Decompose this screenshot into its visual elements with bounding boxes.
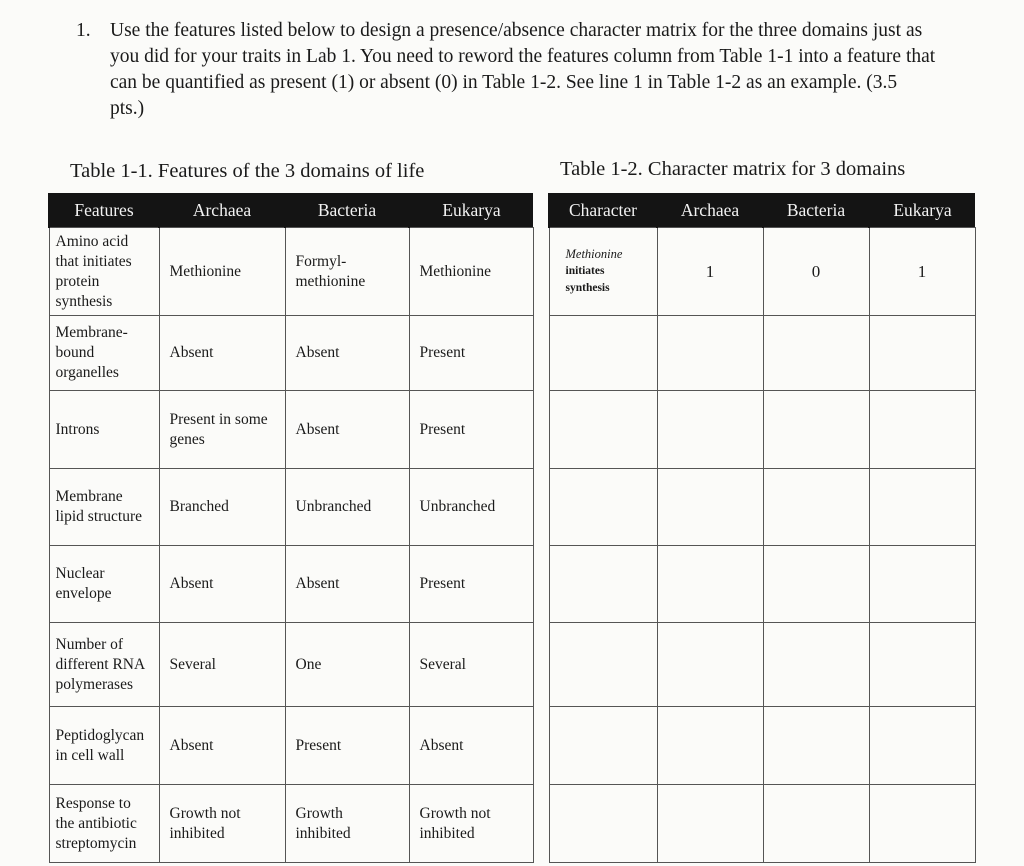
blank-row <box>549 316 975 391</box>
feature-cell: Peptidoglycan in cell wall <box>49 707 159 785</box>
eukarya-cell: Unbranched <box>409 469 533 546</box>
bacteria-answer-cell[interactable] <box>763 469 869 546</box>
archaea-cell: Present in some genes <box>159 391 285 469</box>
question-1 <box>76 18 936 122</box>
feature-cell: Response to the antibiotic streptomycin <box>49 785 159 863</box>
bacteria-cell: Growth inhibited <box>285 785 409 863</box>
feature-cell: Membrane lipid structure <box>49 469 159 546</box>
eukarya-cell: Methionine <box>409 228 533 316</box>
table-row <box>49 623 533 707</box>
eukarya-cell: Several <box>409 623 533 707</box>
archaea-cell: Growth not inhibited <box>159 785 285 863</box>
bacteria-cell: One <box>285 623 409 707</box>
header-character: Character <box>549 193 657 228</box>
archaea-value: 1 <box>657 228 763 316</box>
eukarya-answer-cell[interactable] <box>869 391 975 469</box>
archaea-cell: Several <box>159 623 285 707</box>
bacteria-cell: Absent <box>285 391 409 469</box>
eukarya-answer-cell[interactable] <box>869 316 975 391</box>
header-eukarya: Eukarya <box>869 193 975 228</box>
character-cell <box>549 228 657 316</box>
example-row <box>549 228 975 316</box>
archaea-answer-cell[interactable] <box>657 391 763 469</box>
bacteria-cell: Formyl-methionine <box>285 228 409 316</box>
eukarya-answer-cell[interactable] <box>869 546 975 623</box>
character-answer-cell[interactable] <box>549 469 657 546</box>
feature-cell: Number of different RNA polymerases <box>49 623 159 707</box>
question-text: Use the features listed below to design a presence/absence character matrix for the three domains just as you did for your traits in Lab 1. You need to reword the features column from Table 1-1 into a feature that can be quantified as present (1) or absent (0) in Table 1-2. See line 1 in Table 1-2 as an example. (3.5 pts.) <box>110 20 936 119</box>
archaea-cell: Absent <box>159 316 285 391</box>
bacteria-answer-cell[interactable] <box>763 316 869 391</box>
feature-cell: Membrane-bound organelles <box>49 316 159 391</box>
question-number: 1. <box>76 20 91 41</box>
character-line: Methionine <box>565 247 623 261</box>
bacteria-cell: Present <box>285 707 409 785</box>
feature-cell: Introns <box>49 391 159 469</box>
table-row <box>49 785 533 863</box>
table-1-1-caption: Table 1-1. Features of the 3 domains of life <box>70 160 425 182</box>
eukarya-cell: Present <box>409 546 533 623</box>
archaea-cell: Branched <box>159 469 285 546</box>
character-answer-cell[interactable] <box>549 707 657 785</box>
character-answer-cell[interactable] <box>549 546 657 623</box>
archaea-cell: Absent <box>159 707 285 785</box>
eukarya-answer-cell[interactable] <box>869 469 975 546</box>
archaea-answer-cell[interactable] <box>657 546 763 623</box>
table-1-2-caption: Table 1-2. Character matrix for 3 domains <box>560 158 906 180</box>
table-row <box>49 316 533 391</box>
blank-row <box>549 707 975 785</box>
blank-row <box>549 469 975 546</box>
bacteria-cell: Absent <box>285 316 409 391</box>
character-answer-cell[interactable] <box>549 785 657 863</box>
eukarya-cell: Absent <box>409 707 533 785</box>
archaea-answer-cell[interactable] <box>657 316 763 391</box>
eukarya-cell: Present <box>409 391 533 469</box>
bacteria-answer-cell[interactable] <box>763 785 869 863</box>
bacteria-cell: Absent <box>285 546 409 623</box>
archaea-cell: Methionine <box>159 228 285 316</box>
bacteria-answer-cell[interactable] <box>763 707 869 785</box>
bacteria-cell: Unbranched <box>285 469 409 546</box>
character-answer-cell[interactable] <box>549 391 657 469</box>
table-row <box>49 228 533 316</box>
eukarya-cell: Present <box>409 316 533 391</box>
character-matrix-header <box>549 193 975 228</box>
archaea-answer-cell[interactable] <box>657 469 763 546</box>
bacteria-answer-cell[interactable] <box>763 391 869 469</box>
character-line: synthesis <box>565 282 610 294</box>
feature-cell: Amino acid that initiates protein synthesis <box>49 228 159 316</box>
eukarya-answer-cell[interactable] <box>869 785 975 863</box>
archaea-answer-cell[interactable] <box>657 623 763 707</box>
bacteria-answer-cell[interactable] <box>763 623 869 707</box>
eukarya-answer-cell[interactable] <box>869 623 975 707</box>
archaea-answer-cell[interactable] <box>657 707 763 785</box>
eukarya-cell: Growth not inhibited <box>409 785 533 863</box>
header-bacteria: Bacteria <box>763 193 869 228</box>
table-row <box>49 391 533 469</box>
features-table <box>48 193 534 863</box>
blank-row <box>549 623 975 707</box>
archaea-answer-cell[interactable] <box>657 785 763 863</box>
header-bacteria: Bacteria <box>285 193 409 228</box>
table-row <box>49 546 533 623</box>
bacteria-answer-cell[interactable] <box>763 546 869 623</box>
header-archaea: Archaea <box>159 193 285 228</box>
header-eukarya: Eukarya <box>409 193 533 228</box>
blank-row <box>549 391 975 469</box>
blank-row <box>549 546 975 623</box>
features-table-header <box>49 193 533 228</box>
character-line: initiates <box>565 265 605 277</box>
header-features: Features <box>49 193 159 228</box>
eukarya-value: 1 <box>869 228 975 316</box>
eukarya-answer-cell[interactable] <box>869 707 975 785</box>
character-answer-cell[interactable] <box>549 316 657 391</box>
character-matrix-table <box>548 193 976 863</box>
table-row <box>49 469 533 546</box>
header-archaea: Archaea <box>657 193 763 228</box>
archaea-cell: Absent <box>159 546 285 623</box>
character-answer-cell[interactable] <box>549 623 657 707</box>
feature-cell: Nuclear envelope <box>49 546 159 623</box>
blank-row <box>549 785 975 863</box>
table-row <box>49 707 533 785</box>
bacteria-value: 0 <box>763 228 869 316</box>
